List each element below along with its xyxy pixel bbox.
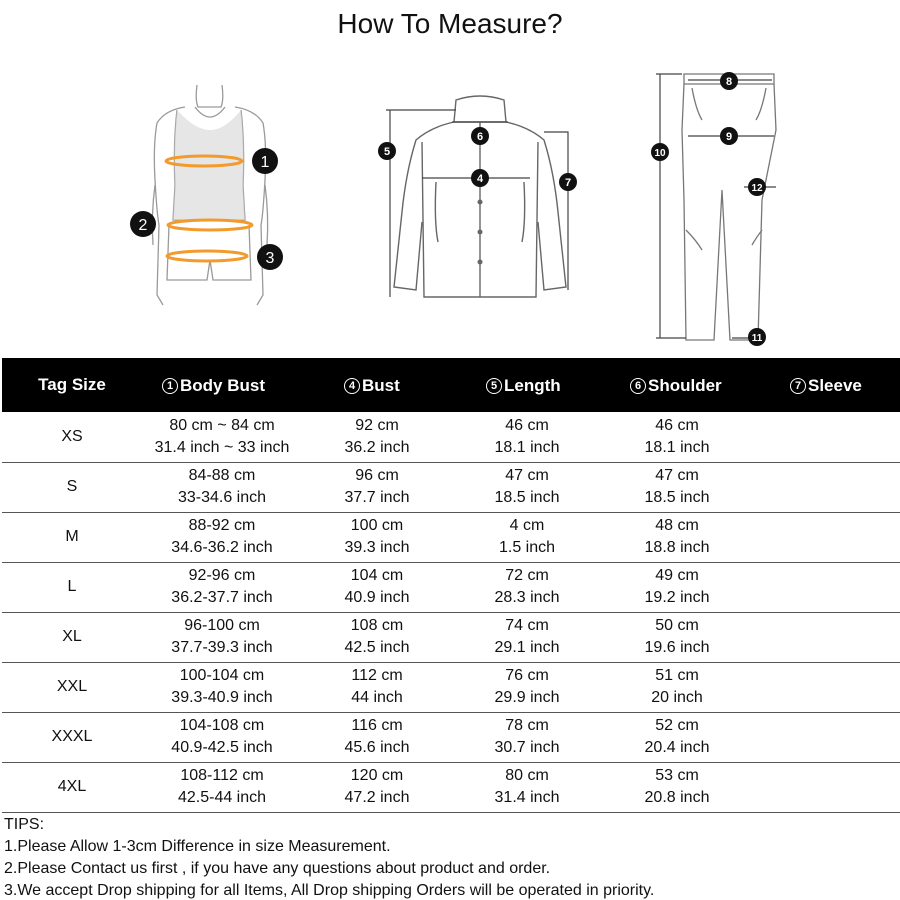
cell-length-primary: 78 cm bbox=[505, 717, 549, 734]
marker-2-icon bbox=[129, 210, 157, 238]
cell-sleeve bbox=[752, 662, 900, 712]
marker-1-icon bbox=[251, 147, 279, 175]
tip-1: 1.Please Allow 1-3cm Difference in size Measurement. bbox=[4, 838, 391, 855]
cell-size bbox=[2, 612, 142, 662]
cell-shoulder-primary: 52 cm bbox=[655, 717, 699, 734]
cell-body-bust bbox=[142, 662, 302, 712]
table-row bbox=[2, 412, 900, 462]
cell-body-bust-primary: 84-88 cm bbox=[188, 467, 256, 484]
cell-bust-primary: 96 cm bbox=[355, 467, 399, 484]
cell-size bbox=[2, 462, 142, 512]
cell-length-primary: 46 cm bbox=[505, 416, 549, 434]
cell-bust bbox=[302, 562, 452, 612]
marker-12-icon bbox=[747, 177, 767, 197]
cell-body-bust-inch: 31.4 inch ~ 33 inch bbox=[154, 438, 290, 456]
cell-shoulder bbox=[602, 562, 752, 612]
circled-number-1-icon: 1 bbox=[162, 378, 178, 394]
cell-size bbox=[2, 662, 142, 712]
cell-body-bust-inch: 40.9-42.5 inch bbox=[171, 739, 273, 756]
cell-length-inch: 29.9 inch bbox=[494, 689, 560, 706]
svg-text:11: 11 bbox=[751, 333, 763, 344]
circled-number-7-icon: 7 bbox=[790, 378, 806, 394]
cell-shoulder-inch: 19.2 inch bbox=[644, 589, 710, 606]
cell-size bbox=[2, 762, 142, 812]
cell-bust bbox=[302, 462, 452, 512]
marker-11-icon bbox=[747, 327, 767, 347]
cell-body-bust-inch: 34.6-36.2 inch bbox=[171, 539, 273, 556]
cell-size bbox=[2, 412, 142, 462]
circled-number-4-icon: 4 bbox=[344, 378, 360, 394]
marker-10-icon bbox=[650, 142, 670, 162]
cell-length bbox=[452, 662, 602, 712]
cell-bust-primary: 104 cm bbox=[350, 567, 404, 584]
cell-body-bust bbox=[142, 562, 302, 612]
cell-length bbox=[452, 562, 602, 612]
cell-length-inch: 18.5 inch bbox=[494, 489, 560, 506]
tip-3: 3.We accept Drop shipping for all Items, All Drop shipping Orders will be operated in priority. bbox=[4, 882, 655, 899]
header-bust: 4 Bust bbox=[302, 358, 452, 412]
cell-body-bust-inch: 42.5-44 inch bbox=[177, 789, 267, 806]
cell-sleeve bbox=[752, 412, 900, 462]
cell-size bbox=[2, 512, 142, 562]
cell-size bbox=[2, 712, 142, 762]
cell-body-bust-inch: 33-34.6 inch bbox=[177, 489, 267, 506]
cell-length-inch: 18.1 inch bbox=[494, 438, 560, 456]
tip-2: 2.Please Contact us first , if you have any questions about product and order. bbox=[4, 860, 551, 877]
cell-body-bust-primary: 104-108 cm bbox=[179, 717, 265, 734]
cell-shoulder-inch: 20.4 inch bbox=[644, 739, 710, 756]
cell-bust bbox=[302, 712, 452, 762]
cell-length-primary: 74 cm bbox=[505, 617, 549, 634]
table-row bbox=[2, 712, 900, 762]
cell-shoulder-inch: 19.6 inch bbox=[644, 639, 710, 656]
cell-shoulder-primary: 50 cm bbox=[655, 617, 699, 634]
cell-size-primary: XS bbox=[61, 427, 83, 445]
cell-shoulder-inch: 20 inch bbox=[651, 689, 703, 706]
cell-length-inch: 1.5 inch bbox=[498, 539, 556, 556]
pants-illustration bbox=[652, 70, 782, 345]
cell-shoulder bbox=[602, 462, 752, 512]
cell-body-bust-primary: 108-112 cm bbox=[180, 767, 264, 784]
cell-shoulder-inch: 20.8 inch bbox=[644, 789, 710, 806]
cell-size bbox=[2, 562, 142, 612]
body-illustration bbox=[125, 85, 295, 310]
svg-text:6: 6 bbox=[476, 131, 484, 143]
page-title: How To Measure? bbox=[337, 8, 563, 39]
cell-bust-primary: 112 cm bbox=[351, 667, 403, 684]
cell-shoulder-inch: 18.5 inch bbox=[644, 489, 710, 506]
table-row bbox=[2, 512, 900, 562]
table-row bbox=[2, 462, 900, 512]
cell-body-bust-primary: 92-96 cm bbox=[188, 567, 256, 584]
header-body-bust: 1 Body Bust bbox=[142, 358, 302, 412]
cell-bust-inch: 47.2 inch bbox=[344, 789, 410, 806]
cell-sleeve bbox=[752, 462, 900, 512]
cell-shoulder-inch: 18.1 inch bbox=[644, 438, 710, 456]
cell-length bbox=[452, 512, 602, 562]
cell-shoulder-primary: 51 cm bbox=[655, 667, 699, 684]
marker-5-icon bbox=[377, 141, 397, 161]
svg-text:1: 1 bbox=[260, 154, 270, 171]
cell-body-bust bbox=[142, 612, 302, 662]
svg-text:2: 2 bbox=[138, 217, 148, 234]
header-length: 5 Length bbox=[452, 358, 602, 412]
cell-length-inch: 29.1 inch bbox=[494, 639, 560, 656]
cell-size-primary: 4XL bbox=[57, 778, 87, 795]
svg-text:4: 4 bbox=[476, 173, 484, 185]
table-row bbox=[2, 662, 900, 712]
header-sleeve: 7 Sleeve bbox=[752, 358, 900, 412]
cell-length-primary: 72 cm bbox=[505, 567, 549, 584]
cell-length-primary: 47 cm bbox=[505, 467, 549, 484]
svg-text:5: 5 bbox=[383, 146, 391, 158]
cell-shoulder bbox=[602, 412, 752, 462]
cell-bust bbox=[302, 612, 452, 662]
cell-bust bbox=[302, 762, 452, 812]
tips-section bbox=[4, 814, 654, 900]
cell-shoulder-inch: 18.8 inch bbox=[644, 539, 710, 556]
cell-bust-inch: 45.6 inch bbox=[344, 739, 410, 756]
cell-size-primary: XL bbox=[62, 628, 82, 645]
cell-bust-inch: 39.3 inch bbox=[344, 539, 410, 556]
circled-number-6-icon: 6 bbox=[630, 378, 646, 394]
table-row bbox=[2, 562, 900, 612]
cell-length-primary: 80 cm bbox=[505, 767, 549, 784]
cell-sleeve bbox=[752, 612, 900, 662]
cell-bust bbox=[302, 662, 452, 712]
tips-heading: TIPS: bbox=[4, 816, 45, 833]
marker-4-icon bbox=[470, 168, 490, 188]
cell-bust-inch: 37.7 inch bbox=[344, 489, 410, 506]
cell-bust-inch: 42.5 inch bbox=[344, 639, 410, 656]
cell-body-bust-inch: 39.3-40.9 inch bbox=[171, 689, 273, 706]
cell-body-bust-inch: 37.7-39.3 inch bbox=[171, 639, 273, 656]
cell-body-bust bbox=[142, 762, 302, 812]
cell-body-bust bbox=[142, 712, 302, 762]
cell-length-primary: 4 cm bbox=[509, 517, 545, 534]
cell-bust-primary: 92 cm bbox=[355, 416, 399, 434]
cell-size-primary: XXL bbox=[56, 678, 88, 695]
cell-shoulder-primary: 49 cm bbox=[655, 567, 699, 584]
svg-text:8: 8 bbox=[725, 76, 733, 88]
marker-6-icon bbox=[470, 126, 490, 146]
jacket-illustration bbox=[376, 92, 586, 307]
cell-length bbox=[452, 712, 602, 762]
cell-bust-primary: 116 cm bbox=[351, 717, 403, 734]
waist-line bbox=[168, 220, 252, 230]
cell-length bbox=[452, 762, 602, 812]
table-header-row bbox=[2, 358, 900, 412]
cell-bust-primary: 100 cm bbox=[350, 517, 404, 534]
svg-text:3: 3 bbox=[265, 250, 275, 267]
cell-bust-primary: 108 cm bbox=[350, 617, 404, 634]
cell-shoulder bbox=[602, 612, 752, 662]
cell-shoulder-primary: 46 cm bbox=[655, 416, 699, 434]
cell-body-bust-inch: 36.2-37.7 inch bbox=[171, 589, 273, 606]
cell-shoulder-primary: 47 cm bbox=[655, 467, 699, 484]
cell-shoulder bbox=[602, 712, 752, 762]
table-row bbox=[2, 762, 900, 812]
cell-size-primary: M bbox=[65, 528, 79, 545]
cell-sleeve bbox=[752, 562, 900, 612]
cell-shoulder-primary: 48 cm bbox=[655, 517, 699, 534]
cell-bust-primary: 120 cm bbox=[350, 767, 404, 784]
marker-8-icon bbox=[719, 71, 739, 91]
cell-length-inch: 30.7 inch bbox=[494, 739, 560, 756]
table-row bbox=[2, 612, 900, 662]
svg-text:9: 9 bbox=[725, 131, 733, 143]
cell-bust bbox=[302, 512, 452, 562]
header-shoulder: 6 Shoulder bbox=[602, 358, 752, 412]
cell-length bbox=[452, 612, 602, 662]
cell-length bbox=[452, 462, 602, 512]
cell-length-inch: 31.4 inch bbox=[494, 789, 560, 806]
circled-number-5-icon: 5 bbox=[486, 378, 502, 394]
cell-length-primary: 76 cm bbox=[505, 667, 549, 684]
cell-shoulder-primary: 53 cm bbox=[655, 767, 699, 784]
cell-body-bust-primary: 96-100 cm bbox=[184, 617, 260, 634]
marker-9-icon bbox=[719, 126, 739, 146]
cell-size-primary: S bbox=[66, 478, 78, 495]
cell-body-bust bbox=[142, 412, 302, 462]
cell-bust-inch: 40.9 inch bbox=[344, 589, 410, 606]
cell-sleeve bbox=[752, 512, 900, 562]
cell-shoulder bbox=[602, 512, 752, 562]
cell-size-primary: L bbox=[67, 578, 77, 595]
cell-bust-inch: 44 inch bbox=[351, 689, 403, 706]
cell-sleeve bbox=[752, 712, 900, 762]
cell-sleeve bbox=[752, 762, 900, 812]
cell-bust-inch: 36.2 inch bbox=[344, 438, 410, 456]
cell-shoulder bbox=[602, 762, 752, 812]
marker-3-icon bbox=[256, 243, 284, 271]
cell-length bbox=[452, 412, 602, 462]
outseam-line bbox=[656, 74, 686, 338]
size-table bbox=[2, 358, 900, 813]
cell-length-inch: 28.3 inch bbox=[494, 589, 560, 606]
cell-body-bust-primary: 100-104 cm bbox=[179, 667, 265, 684]
cell-body-bust bbox=[142, 512, 302, 562]
cell-bust bbox=[302, 412, 452, 462]
header-tag-size: Tag Size bbox=[38, 375, 106, 394]
svg-text:10: 10 bbox=[654, 148, 666, 159]
cell-body-bust-primary: 88-92 cm bbox=[188, 517, 256, 534]
cell-body-bust bbox=[142, 462, 302, 512]
cell-size-primary: XXXL bbox=[51, 728, 93, 745]
cell-shoulder bbox=[602, 662, 752, 712]
cell-body-bust-primary: 80 cm ~ 84 cm bbox=[169, 416, 275, 434]
hip-line bbox=[167, 251, 247, 261]
svg-text:7: 7 bbox=[564, 177, 572, 189]
svg-text:12: 12 bbox=[751, 183, 763, 194]
marker-7-icon bbox=[558, 172, 578, 192]
